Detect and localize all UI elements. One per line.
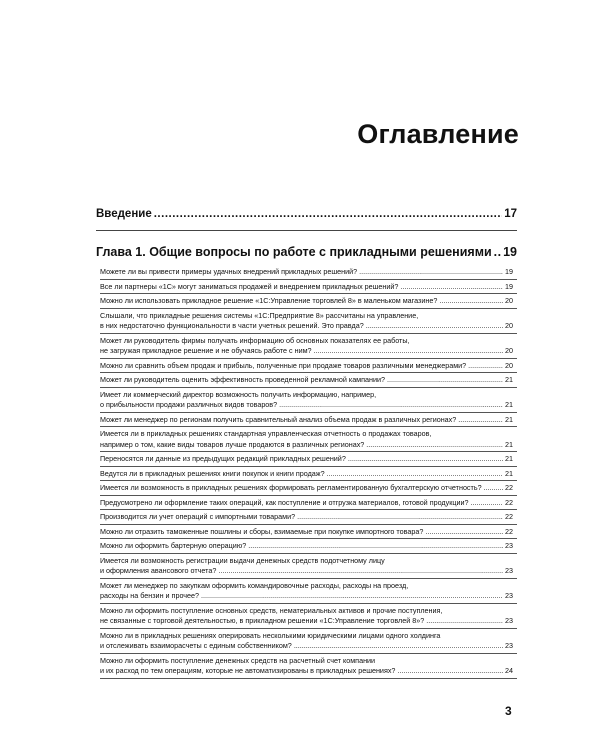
toc-item-text: Переносятся ли данные из предыдущих редакций прикладных решений?	[100, 454, 346, 463]
toc-item[interactable]	[100, 629, 517, 654]
toc-item-line	[100, 282, 517, 293]
toc-item-page: 19	[505, 281, 513, 291]
toc-item-page: 23	[505, 641, 513, 650]
toc-item[interactable]	[100, 413, 517, 428]
toc-item-text: Можно ли использовать прикладное решение «1С:Управление торговлей 8» в маленьком магазине?	[100, 296, 438, 305]
toc-item[interactable]	[100, 427, 517, 452]
toc-chapter-label: Глава 1. Общие вопросы по работе с прикладными решениями	[96, 245, 492, 259]
toc-intro-page: 17	[504, 208, 517, 220]
dot-leader	[425, 527, 503, 538]
toc-item-text: Все ли партнеры «1С» могут заниматься продажей и внедрением прикладных решений?	[100, 281, 399, 291]
toc-item-page: 20	[505, 360, 513, 370]
toc-item[interactable]	[100, 388, 517, 413]
toc-item-page: 23	[505, 566, 513, 575]
toc-item-text: Производится ли учет операций с импортными товарами?	[100, 512, 296, 521]
toc-chapter-page: 19	[503, 245, 517, 259]
toc-item-text: Может ли менеджер по регионам получить сравнительный анализ объема продаж в различных регионах?	[100, 414, 457, 424]
toc-item-line: Имеет ли коммерческий директор возможность получить информацию, например,	[100, 389, 377, 399]
toc-item-page: 19	[505, 267, 513, 276]
toc-item-page: 22	[505, 483, 513, 492]
toc-item-page: 21	[505, 468, 513, 478]
toc-item-page: 21	[505, 414, 513, 424]
toc-item-line	[100, 346, 517, 357]
toc-intro-entry[interactable]	[96, 208, 517, 231]
toc-item-line: Можно ли оформить поступление денежных средств на расчетный счет компании	[100, 655, 376, 665]
toc-item[interactable]	[100, 654, 517, 679]
toc-item[interactable]	[100, 539, 517, 554]
toc-item[interactable]	[100, 496, 517, 511]
page-number: 3	[505, 704, 512, 718]
toc-item-line: Имеется ли в прикладных решениях стандартная управленческая отчетность о продажах товаров,	[100, 429, 432, 438]
dot-leader	[314, 346, 503, 357]
toc-item[interactable]	[100, 604, 517, 629]
toc-item-text: о прибыльности продажи различных видов товаров?	[100, 400, 278, 409]
toc-item[interactable]	[100, 554, 517, 579]
toc-item[interactable]	[100, 510, 517, 525]
toc-item[interactable]	[100, 579, 517, 604]
toc-item-page: 22	[505, 512, 513, 521]
page-title: Оглавление	[357, 119, 519, 149]
toc-item-line	[100, 454, 517, 465]
toc-item-line	[100, 527, 517, 538]
toc-item-text: Предусмотрено ли оформление таких операций, как поступление и отгрузка материалов, готовой продукции?	[100, 497, 469, 507]
toc-item-line	[100, 361, 517, 372]
dot-leader	[218, 566, 503, 577]
toc-item-page: 21	[505, 439, 513, 449]
dot-leader	[400, 282, 503, 293]
toc-item-line	[100, 400, 517, 411]
toc-item-line: Имеется ли возможность регистрации выдачи денежных средств подотчетному лицу	[100, 555, 385, 565]
toc-item-line	[100, 296, 517, 307]
toc-item[interactable]	[100, 525, 517, 540]
toc-item-line	[100, 469, 517, 480]
toc-item[interactable]	[100, 280, 517, 295]
dot-leader	[397, 666, 503, 677]
dot-leader	[359, 267, 503, 278]
toc-item-line	[100, 566, 517, 577]
dot-leader	[294, 641, 503, 652]
toc-item-line	[100, 267, 517, 278]
toc-item[interactable]	[100, 452, 517, 467]
toc-item[interactable]	[100, 467, 517, 482]
dot-leader	[201, 591, 503, 602]
dot-leader	[439, 296, 503, 307]
toc-item-line	[100, 440, 517, 451]
toc-item-text: и оформления авансового отчета?	[100, 566, 217, 575]
dot-leader	[458, 415, 503, 426]
toc-item-text: Имеется ли возможность в прикладных решениях формировать регламентированную бухгалтерскую отчетность?	[100, 483, 482, 492]
toc-item-page: 22	[505, 497, 513, 507]
toc-item-line: Слышали, что прикладные решения системы «1С:Предприятие 8» рассчитаны на управление,	[100, 310, 419, 320]
toc-item-line	[100, 321, 517, 332]
toc-item-page: 23	[505, 591, 513, 600]
toc-item-line: Можно ли оформить поступление основных средств, нематериальных активов и прочие поступления,	[100, 605, 443, 615]
toc-item-page: 24	[505, 666, 513, 675]
toc-chapter-entry[interactable]	[96, 245, 517, 265]
toc-item[interactable]	[100, 334, 517, 359]
toc-item[interactable]	[100, 294, 517, 309]
toc-item-text: и их расход по тем операциям, которые не автоматизированы в прикладных решениях?	[100, 666, 396, 675]
toc-item-text: Можно ли сравнить объем продаж и прибыль, полученные при продаже товаров различными менеджерами?	[100, 360, 467, 370]
dot-leader	[426, 616, 503, 627]
dot-leader	[471, 498, 503, 509]
dot-leader	[494, 245, 501, 259]
toc-item-list	[100, 265, 517, 679]
toc-item-page: 21	[505, 400, 513, 409]
toc-item-text: расходы на бензин и прочее?	[100, 591, 200, 600]
toc-item[interactable]	[100, 265, 517, 280]
toc-item-text: Ведутся ли в прикладных решениях книги покупок и книги продаж?	[100, 468, 325, 478]
toc-intro-label: Введение	[96, 208, 152, 220]
table-of-contents	[96, 208, 517, 679]
toc-item-page: 21	[505, 454, 513, 463]
dot-leader	[297, 512, 503, 523]
toc-item-text: Может ли руководитель оценить эффективность проведенной рекламной кампании?	[100, 375, 386, 384]
toc-item-text: например о том, какие виды товаров лучше продаются в различных регионах?	[100, 439, 365, 449]
toc-item-text: не загружая прикладное решение и не обучаясь работе с ним?	[100, 346, 312, 355]
dot-leader	[327, 469, 503, 480]
toc-item-line: Может ли менеджер по закупкам оформить командировочные расходы, расходы на проезд,	[100, 580, 409, 590]
toc-item-page: 20	[505, 321, 513, 330]
dot-leader	[484, 483, 503, 494]
toc-item-line	[100, 641, 517, 652]
toc-item-text: в них недостаточно функциональности в части учетных решений. Это правда?	[100, 321, 364, 330]
toc-item-text: Можно ли оформить бартерную операцию?	[100, 541, 247, 550]
dot-leader	[387, 375, 503, 386]
toc-item-line	[100, 415, 517, 426]
toc-item-page: 22	[505, 526, 513, 536]
toc-item-page: 21	[505, 375, 513, 384]
toc-item-line	[100, 541, 517, 552]
toc-item-line: Можно ли в прикладных решениях оперировать несколькими юридическими лицами одного холдинга	[100, 630, 441, 640]
toc-item-line	[100, 666, 517, 677]
dot-leader	[348, 454, 503, 465]
dot-leader	[248, 541, 503, 552]
toc-item-line	[100, 483, 517, 494]
dot-leader	[366, 440, 503, 451]
dot-leader	[279, 400, 503, 411]
toc-item[interactable]	[100, 309, 517, 334]
toc-item[interactable]	[100, 481, 517, 496]
toc-item-line	[100, 616, 517, 627]
dot-leader	[366, 321, 503, 332]
dot-leader	[154, 208, 502, 220]
toc-item-text: Можно ли отразить таможенные пошлины и сборы, взимаемые при покупке импортного товара?	[100, 526, 424, 536]
toc-item[interactable]	[100, 359, 517, 374]
toc-item-text: не связанные с торговой деятельностью, в прикладном решении «1С:Управление торговлей 8»?	[100, 616, 425, 625]
toc-item-page: 23	[505, 616, 513, 625]
toc-item-line	[100, 591, 517, 602]
toc-item-line	[100, 512, 517, 523]
dot-leader	[468, 361, 503, 372]
toc-item-text: Можете ли вы привести примеры удачных внедрений прикладных решений?	[100, 267, 358, 276]
toc-item-line	[100, 375, 517, 386]
toc-item-line	[100, 498, 517, 509]
toc-item-page: 20	[505, 296, 513, 305]
toc-item-page: 23	[505, 541, 513, 550]
toc-item-text: и отслеживать взаиморасчеты с единым собственником?	[100, 641, 292, 650]
toc-item-page: 20	[505, 346, 513, 355]
toc-item[interactable]	[100, 373, 517, 388]
toc-item-line: Может ли руководитель фирмы получать информацию об основных показателях ее работы,	[100, 335, 410, 345]
